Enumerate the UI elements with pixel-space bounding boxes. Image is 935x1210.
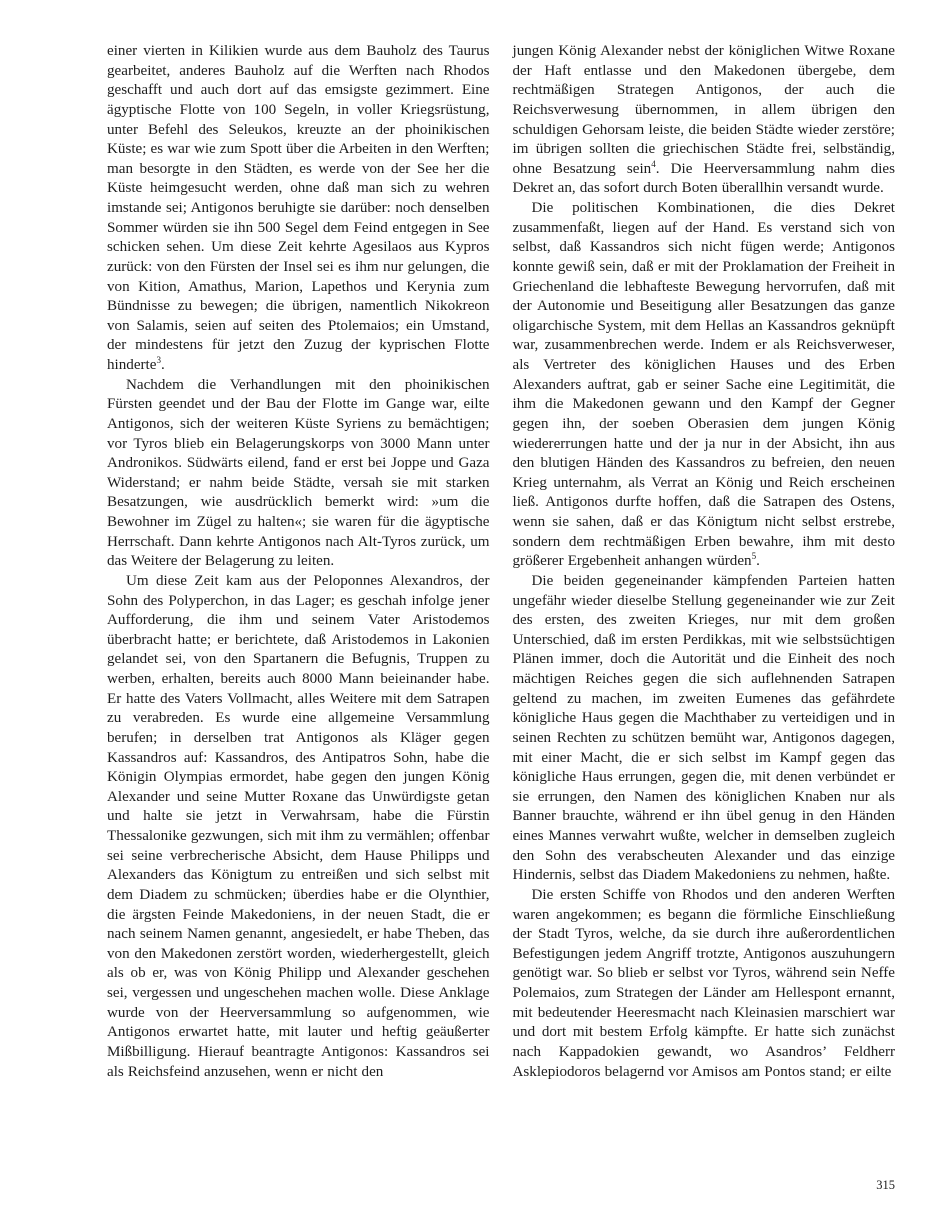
column-2 (513, 42, 896, 1082)
footnote-marker: 4 (651, 158, 656, 169)
column-1 (107, 42, 490, 1082)
footnote-marker: 3 (156, 354, 161, 365)
paragraph: Die ersten Schiffe von Rhodos und den anderen Werften waren angekommen; es begann die förmliche Einschließung der Stadt Tyros, welche, da sie durch ihre außerordentlichen Befestigungen jedem Angriff trotzte, Antigonos auszuhungern genötigt war. So blieb er selbst vor Tyros, während sein Neffe Polemaios, zum Strategen der Länder am Hellespont ernannt, mit bedeutender Heeresmacht nach Kleinasien marschiert war und dort mit bestem Erfolg kämpfte. Er hatte sich zunächst nach Kappadokien gewandt, wo Asandros’ Feldherr Asklepiodoros belagernd vor Amisos am Pontos stand; er eilte (512, 886, 895, 1080)
paragraph: Die beiden gegeneinander kämpfenden Parteien hatten ungefähr wieder dieselbe Stellung gegeneinander wie zur Zeit des ersten, des zweiten Krieges, nur mit dem großen Unterschied, daß im ersten Perdikkas, mit wie selbstsüchtigen Plänen immer, doch die Autorität und die Einheit des noch mächtigen Reiches gegen die sich auflehnenden Satrapen geltend zu machen, im zweiten Eumenes das gefährdete königliche Haus gegen die Machthaber zu verteidigen und in seinen Rechten zu schützen bemüht war, Antigonos dagegen, mit einer Macht, die er sich selbst im Kampf gegen das königliche Haus errungen, gegen die, mit denen verbündet er sie errungen, den Namen des königlichen Knaben nur als Banner brauchte, während er ihn übel genug in den Händen eines Mannes verwahrt wußte, welcher in demselben zugleich den Sohn des verabscheuten Alexander und das einzige Hindernis, selbst das Diadem Makedoniens zu nehmen, haßte. (512, 572, 895, 884)
paragraph: Um diese Zeit kam aus der Peloponnes Alexandros, der Sohn des Polyperchon, in das Lager; es geschah infolge jener Aufforderung, die ihm und seinem Vater Aristodemos überbracht hatte; er berichtete, daß Aristodemos in Lakonien gelandet sei, von den Spartanern die Befugnis, Truppen zu werben, erhalten, bereits auch 8000 Mann beieinander habe. Er hatte des Vaters Vollmacht, alles Weitere mit dem Satrapen zu verabreden. Es wurde eine allgemeine Versammlung berufen; in derselben trat Antigonos als Kläger gegen Kassandros auf: Kassandros, des Antipatros Sohn, habe die Königin Olympias ermordet, habe gegen den jungen König Alexander und seine Mutter Roxane das Unwürdigste getan und halte sie jetzt in Verwahrsam, habe die Fürstin Thessalonike gezwungen, sich mit ihm zu vermählen; offenbar sei seine verbrecherische Absicht, dem Hause Philipps und Alexanders das Königtum zu entreißen und sich selbst mit dem Diadem zu schmücken; überdies habe er die Olynthier, die ärgsten Feinde Makedoniens, in der neuen Stadt, die er nach seinem Namen genannt, angesiedelt, er habe Theben, das von den Makedonen zerstört worden, wiederhergestellt, gleich als ob er, was von König Philipp und Alexander geschehen sei, vergessen und ungeschehen machen wolle. Diese Anklage wurde von der Heerversammlung so aufgenommen, wie Antigonos erwartet hatte, mit lauter und heftig geäußerter Mißbilligung. Hierauf beantragte Antigonos: Kassandros sei als Reichsfeind anzusehen, wenn er nicht den (107, 572, 490, 1080)
text-block (107, 42, 895, 1082)
footnote-marker: 5 (751, 551, 757, 562)
paragraph: Nachdem die Verhandlungen mit den phoinikischen Fürsten geendet und der Bau der Flotte im Gange war, eilte Antigonos, sich der weiteren Küste Syriens zu bemächtigen; vor Tyros blieb ein Belagerungskorps von 3000 Mann unter Andronikos. Südwärts eilend, fand er erst bei Joppe und Gaza Widerstand; er nahm beide Städte, versah sie mit starken Besatzungen, wie ausdrücklich bemerkt wird: »um die Bewohner im Zügel zu halten«; sie waren für die ägyptische Herrschaft. Dann kehrte Antigonos nach Alt-Tyros zurück, um das Weitere der Belagerung zu leiten. (107, 376, 490, 570)
paragraph: jungen König Alexander nebst der königlichen Witwe Roxane der Haft entlasse und den Makedonen übergebe, dem rechtmäßigen Strategen Antigonos, der auch die Reichsverwesung übernommen, in allem übrigen den schuldigen Gehorsam leiste, die beiden Städte wieder zerstöre; im übrigen sollten die griechischen Städte frei, selbständig, ohne Besatzung sein$^4$. Die Heerversammlung nahm dies Dekret an, das sofort durch Boten überallhin versandt wurde. (512, 43, 896, 197)
page-number: 315 (876, 1178, 895, 1192)
paragraph: Die politischen Kombinationen, die dies Dekret zusammenfaßt, liegen auf der Hand. Es verstand sich von selbst, daß Kassandros sich nicht fügen werde; Antigonos konnte gewiß sein, daß er mit der Proklamation der Freiheit in Griechenland die lebhafteste Bewegung hervorrufen, daß mit der Autonomie und Beseitigung aller Besatzungen das ganze oligarchische System, mit dem Hellas an Kassandros geknüpft war, zusammenbrechen werde. Indem er als Reichsverweser, als Vertreter des königlichen Hauses und des Erben Alexanders auftrat, gab er seiner Sache eine Legitimität, die ihm die Makedonen gewann und den Kampf der Gegner gegen ihn, der soeben Oberasien dem jungen König wiedererrungen hatte und der ja nur in der Absicht, ihn aus den blutigen Händen des Kassandros zu befreien, den neuen Krieg unternahm, als Verrat an König und Reich erscheinen ließ. Antigonos durfte hoffen, daß die Satrapen des Ostens, wenn sie sahen, daß er das Königtum nicht selbst erstrebe, sondern dem rechtmäßigen Erben bewahre, ihm mit desto größerer Ergebenheit anhangen würden$^5$. (512, 200, 895, 570)
paragraph: einer vierten in Kilikien wurde aus dem Bauholz des Taurus gearbeitet, anderes Bauholz auf die Werften nach Rhodos geschafft und auch dort auf das emsigste gezimmert. Eine ägyptische Flotte von 100 Segeln, in voller Kriegsrüstung, unter Befehl des Seleukos, kreuzte an der phoinikischen Küste; es war wie zum Spott über die Arbeiten in den Werften; man besorgte in den Städten, es werde von der See her die Küste heimgesucht werden, ohne daß man sich zu wehren imstande sei; Antigonos beruhigte sie darüber: noch denselben Sommer würden sie ihn 500 Segel dem Feind entgegen in See schicken sehen. Um diese Zeit kehrte Agesilaos aus Kypros zurück: von den Fürsten der Insel sei es ihm nur gelungen, die von Kition, Amathus, Marion, Lapethos und Kerynia zum Bündnisse zu bewegen; die übrigen, namentlich Nikokreon von Salamis, seien auf seiten des Ptolemaios; ein Umstand, der mindestens für jetzt den Zuzug der kyprischen Flotte hinderte$^3$. (107, 43, 490, 373)
